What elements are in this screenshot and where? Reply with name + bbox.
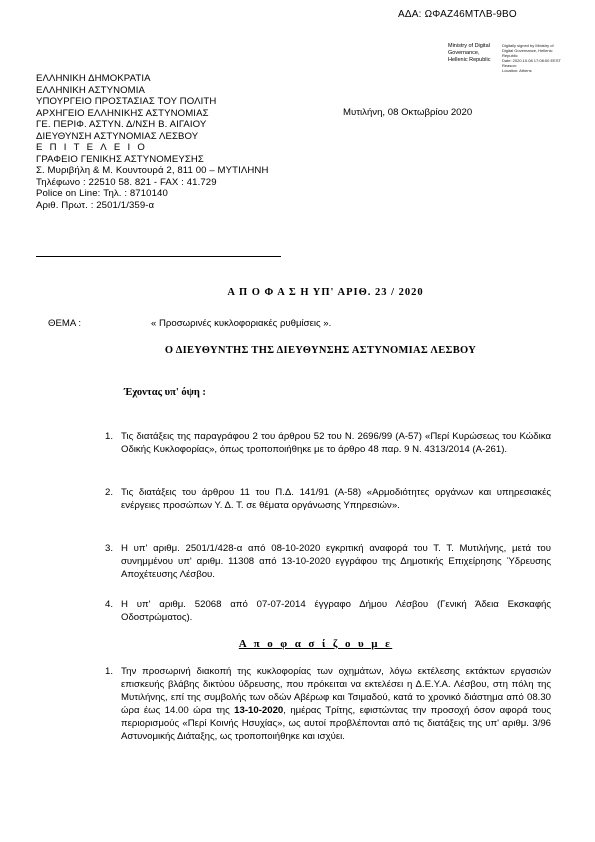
police-online-line: Police on Line: Τηλ. : 8710140 [36, 188, 168, 199]
item-text: Τις διατάξεις του άρθρου 11 του Π.Δ. 141/91 (Α-58) «Αρμοδιότητες οργάνων και υπηρεσιακές ενέργειες προσώπων Υ. Δ. Τ. σε θέματα οργάνωσης Υπηρεσιών». [121, 487, 551, 511]
item-number: 1. [105, 431, 114, 442]
item-text: Η υπ' αριθμ. 2501/1/428-α από 08-10-2020 εγκριτική αναφορά του Τ. Τ. Μυτιλήνης, μετά του συνημμένου υπ' αριθμ. 11308 από 13-10-2020 εγγράφου της Δημοτικής Επιχείρησης Ύδρευσης Αποχέτευσης Λέσβου. [121, 543, 551, 580]
item-text: Τις διατάξεις της παραγράφου 2 του άρθρου 52 του Ν. 2696/99 (Α-57) «Περί Κυρώσεως του Κώδικα Οδικής Κυκλοφορίας», όπως τροποποιήθηκε με το άρθρο 48 παρ. 9 Ν. 4313/2014 (Α-261). [121, 431, 551, 455]
address-line: Σ. Μυριβήλη & Μ. Κουντουρά 2, 811 00 – ΜΥΤΙΛΗΝΗ [36, 165, 269, 176]
phone-fax-line: Τηλέφωνο : 22510 58. 821 - FAX : 41.729 [36, 176, 217, 188]
director-heading: Ο ΔΙΕΥΘΥΝΤΗΣ ΤΗΣ ΔΙΕΥΘΥΝΣΗΣ ΑΣΤΥΝΟΜΙΑΣ ΛΕΣΒΟΥ [164, 345, 477, 356]
letterhead-line: ΓΡΑΦΕΙΟ ΓΕΝΙΚΗΣ ΑΣΤΥΝΟΜΕΥΣΗΣ [36, 153, 204, 165]
item-text: Η υπ' αριθμ. 52068 από 07-07-2014 έγγραφο Δήμου Λέσβου (Γενική Άδεια Εκσκαφής Οδοστρώματος). [121, 599, 551, 623]
item-number: 2. [105, 487, 114, 498]
item-text: Την προσωρινή διακοπή της κυκλοφορίας των οχημάτων, λόγω εκτέλεσης εκτάκτων εργασιών επισκευής βλάβης δικτύου ύδρευσης, που πρόκειται να εκτελέσει η Δ.Ε.Υ.Α. Λέσβου, στη πόλη της Μυτιλήνης, επί της συμβολής των οδών Αβέρωφ και Τσιμαδού, κατά το χρονικό διάστημα από 08.30 ώρα έως 14.00 ώρα της 13-10-2020, ημέρας Τρίτης, εφιστώντας την προσοχή όσον αφορά τους περιορισμούς «Περί Κοινής Ησυχίας», ως αυτοί προβλέπονται από τις διατάξεις της υπ' αριθμ. 3/96 Αστυνομικής Διάταξης, ως τροποποιήθηκε και ισχύει. [121, 666, 551, 742]
signature-signer: Ministry of Digital Governance, Hellenic Republic [448, 43, 491, 63]
letterhead-line: ΕΛΛΗΝΙΚΗ ΑΣΤΥΝΟΜΙΑ [36, 84, 146, 96]
letterhead-line: ΔΙΕΥΘΥΝΣΗ ΑΣΤΥΝΟΜΙΑΣ ΛΕΣΒΟΥ [36, 130, 199, 142]
item-number: 1. [105, 666, 114, 677]
subject-label: ΘΕΜΑ : [48, 318, 82, 329]
letterhead-line: ΥΠΟΥΡΓΕΙΟ ΠΡΟΣΤΑΣΙΑΣ ΤΟΥ ΠΟΛΙΤΗ [36, 96, 217, 107]
letterhead-line: ΓΕ. ΠΕΡΙΦ. ΑΣΤΥΝ. Δ/ΝΣΗ Β. ΑΙΓΑΙΟΥ [36, 119, 207, 130]
digital-signature-stamp [448, 43, 568, 73]
decision-title: Α Π Ο Φ Α Σ Η ΥΠ' ΑΡΙΘ. 23 / 2020 [227, 287, 424, 298]
letterhead-staff-line: ΕΠΙΤΕΛΕΙΟ [36, 142, 152, 153]
item-number: 4. [105, 599, 114, 610]
header-divider [36, 256, 281, 257]
document-date: Μυτιλήνη, 08 Οκτωβρίου 2020 [343, 107, 473, 118]
item-number: 3. [105, 543, 114, 554]
protocol-number: Αριθ. Πρωτ. : 2501/1/359-α [36, 199, 155, 211]
having-seen-heading: Έχοντας υπ' όψη : [124, 387, 206, 398]
letterhead [36, 73, 366, 211]
letterhead-line: ΑΡΧΗΓΕΙΟ ΕΛΛΗΝΙΚΗΣ ΑΣΤΥΝΟΜΙΑΣ [36, 107, 209, 119]
signature-details: Digitally signed by Ministry of Digital Governance, Hellenic Republic Date: 2020.10.08 17:08:00 EEST Reason: Location: Athens [502, 43, 561, 73]
subject-value: « Προσωρινές κυκλοφοριακές ρυθμίσεις ». [151, 318, 332, 329]
closure-date: 13-10-2020 [234, 705, 284, 716]
letterhead-line: ΕΛΛΗΝΙΚΗ ΔΗΜΟΚΡΑΤΙΑ [36, 73, 151, 84]
ada-code: ΑΔΑ: ΩΦΑΖ46ΜΤΛΒ-9ΒΟ [398, 9, 517, 20]
decide-heading: Α π ο φ α σ ί ζ ο υ μ ε [238, 638, 393, 650]
